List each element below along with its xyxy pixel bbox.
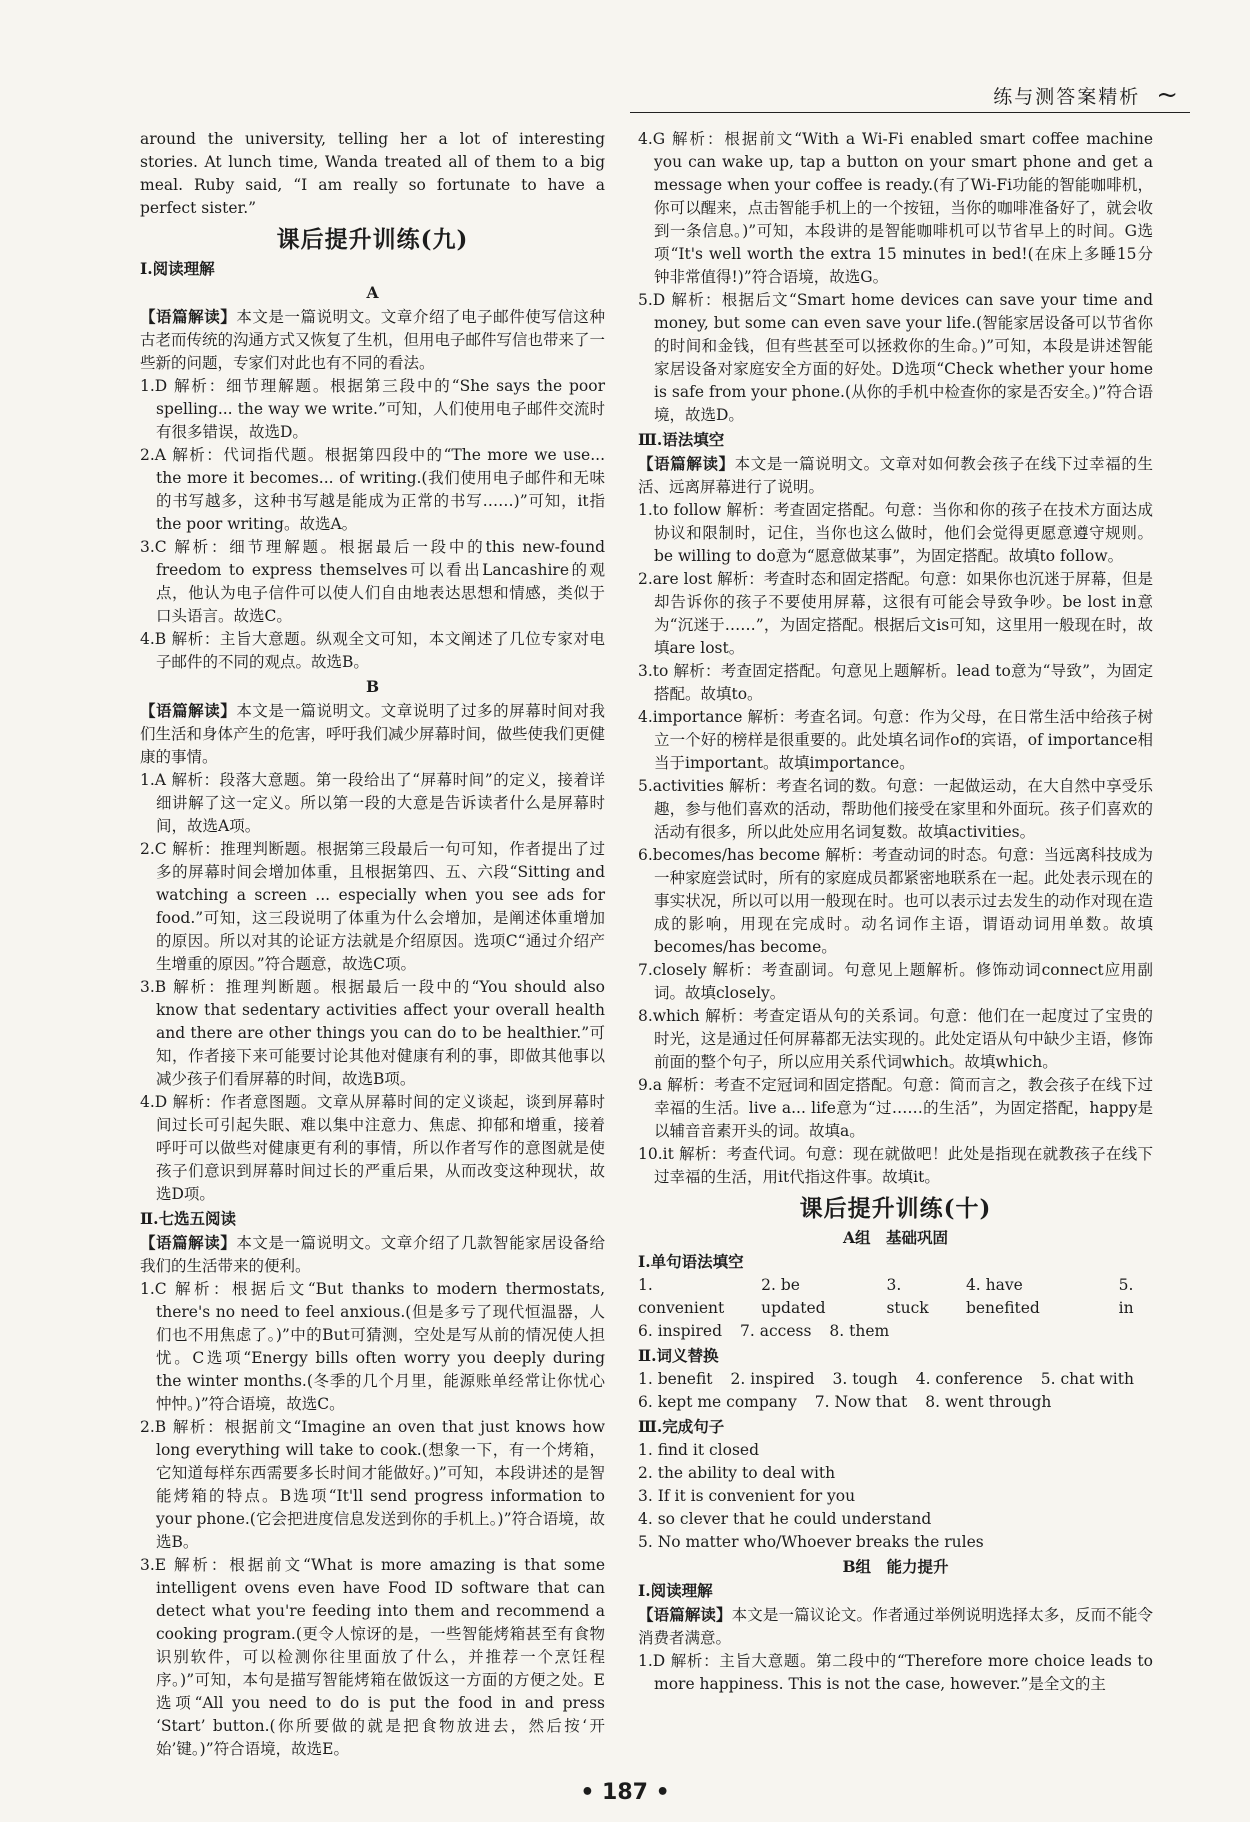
- answer-cell: 5. in: [1118, 1276, 1134, 1317]
- intro-label: 【语篇解读】: [140, 307, 237, 326]
- header-rule: [630, 112, 1190, 113]
- passage-intro: [140, 305, 605, 375]
- answer-cell: 8. went through: [925, 1393, 1052, 1411]
- passage-label: B: [365, 677, 380, 696]
- answer-line: 1. find it closed: [638, 1441, 760, 1459]
- answer-item: 1.D 解析：主旨大意题。第二段中的“Therefore more choice leads to more happiness. This is not the case, however.”是全文的主: [638, 1652, 1153, 1693]
- answer-cell: 1. convenient: [638, 1276, 725, 1317]
- intro-text: 本文是一篇说明文。文章对如何教会孩子在线下过幸福的生活、远离屏幕进行了说明。: [638, 455, 1153, 496]
- answer-item: 7.closely 解析：考查副词。句意见上题解析。修饰动词connect应用副词。故填closely。: [638, 961, 1153, 1002]
- passage-intro: [638, 452, 1153, 499]
- answer-item: 6.becomes/has become 解析：考查动词的时态。句意：当远离科技成为一种家庭尝试时，所有的家庭成员都紧密地联系在一起。此处表示现在的事实状况，所以可以用一般现在时。也可以表示过去发生的动作对现在造成的影响，用现在完成时。动名词作主语，谓语动词用单数。故填becomes/has become。: [638, 846, 1153, 956]
- brand-logo: ~: [1156, 80, 1178, 110]
- answer-cell: 3. stuck: [886, 1276, 929, 1317]
- answer-row: [638, 1368, 1153, 1391]
- part-heading: Ⅱ.七选五阅读: [140, 1209, 236, 1228]
- answer-item: 4.G 解析：根据前文“With a Wi-Fi enabled smart coffee machine you can wake up, tap a button on your smart phone and get a message when your coffee is ready.(有了Wi-Fi功能的智能咖啡机，你可以醒来，点击智能手机上的一个按钮，当你的咖啡准备好了，就会收到一条信息。)”可知，本段讲的是智能咖啡机可以节省早上的时间。G选项“It's well worth the extra 15 minutes in bed!(在床上多睡15分钟非常值得!)”符合语境，故选G。: [638, 130, 1153, 286]
- answer-item: 1.C 解析：根据后文“But thanks to modern thermostats, there's no need to feel anxious.(但是多亏了现代恒温器，人们也不用焦虑了。)”中的But可猜测，空处是写从前的情况使人担忧。C选项“Energy bills often worry you deeply during the winter months.(冬季的几个月里，能源账单经常让你忧心忡忡。)”符合语境，故选C。: [140, 1280, 605, 1413]
- page-number: • 187 •: [580, 1780, 670, 1805]
- page-header: [993, 80, 1178, 110]
- answer-line: 2. the ability to deal with: [638, 1464, 836, 1482]
- group-heading: B组 能力提升: [842, 1557, 949, 1576]
- answer-cell: 2. be updated: [761, 1276, 826, 1317]
- answer-cell: 4. have benefited: [965, 1276, 1040, 1317]
- passage-intro: [140, 699, 605, 769]
- answer-item: 4.D 解析：作者意图题。文章从屏幕时间的定义谈起，谈到屏幕时间过长可引起失眠、难以集中注意力、焦虑、抑郁和增重，接着呼吁可以做些对健康更有利的事情，所以作者写作的意图就是使孩子们意识到屏幕时间过长的严重后果，从而改变这种现状，故选D项。: [140, 1093, 605, 1203]
- intro-label: 【语篇解读】: [140, 1233, 237, 1252]
- answer-cell: 1. benefit: [638, 1370, 713, 1388]
- answer-cell: 8. them: [829, 1322, 890, 1340]
- intro-paragraph: around the university, telling her a lot of interesting stories. At lunch time, Wanda treated all of them to a big meal. Ruby said, “I am really so fortunate to have a perfect sister.”: [140, 130, 605, 217]
- answer-cell: 6. inspired: [638, 1322, 722, 1340]
- answer-line: 5. No matter who/Whoever breaks the rules: [638, 1533, 984, 1551]
- answer-item: 1.D 解析：细节理解题。根据第三段中的“She says the poor spelling... the way we write.”可知，人们使用电子邮件交流时有很多错误，故选D。: [140, 377, 605, 441]
- left-column: [140, 128, 605, 1761]
- answer-line: 3. If it is convenient for you: [638, 1487, 856, 1505]
- intro-text: 本文是一篇说明文。文章介绍了电子邮件使写信这种古老而传统的沟通方式又恢复了生机，但用电子邮件写信也带来了一些新的问题，专家们对此也有不同的看法。: [140, 308, 606, 372]
- answer-item: 10.it 解析：考查代词。句意：现在就做吧！此处是指现在就教孩子在线下过幸福的生活，用it代指这件事。故填it。: [638, 1145, 1153, 1186]
- answer-item: 4.B 解析：主旨大意题。纵观全文可知，本文阐述了几位专家对电子邮件的不同的观点。故选B。: [140, 630, 605, 671]
- answer-item: 2.are lost 解析：考查时态和固定搭配。句意：如果你也沉迷于屏幕，但是却告诉你的孩子不要使用屏幕，这很有可能会导致争吵。be lost in意为“沉迷于……”，为固定搭配。根据后文is可知，这里用一般现在时，故填are lost。: [638, 570, 1153, 657]
- section-title-10: 课后提升训练(十): [799, 1195, 992, 1222]
- part-heading: Ⅰ.单句语法填空: [638, 1252, 744, 1271]
- answer-row: [638, 1391, 1153, 1414]
- answer-cell: 7. Now that: [814, 1393, 908, 1411]
- part-heading: Ⅱ.词义替换: [638, 1346, 719, 1365]
- answer-item: 2.B 解析：根据前文“Imagine an oven that just knows how long everything will take to cook.(想象一下，有一个烤箱，它知道每样东西需要多长时间才能做好。)”可知，本段讲述的是智能烤箱的特点。B选项“It'll send progress information to your phone.(它会把进度信息发送到你的手机上。)”符合语境，故选B。: [140, 1418, 605, 1551]
- part-heading: Ⅰ.阅读理解: [638, 1581, 713, 1600]
- answer-item: 1.A 解析：段落大意题。第一段给出了“屏幕时间”的定义，接着详细讲解了这一定义。所以第一段的大意是告诉读者什么是屏幕时间，故选A项。: [140, 771, 605, 835]
- answer-item: 8.which 解析：考查定语从句的关系词。句意：他们在一起度过了宝贵的时光，这是通过任何屏幕都无法实现的。此处定语从句中缺少主语，修饰前面的整个句子，所以应用关系代词which。故填which。: [638, 1007, 1153, 1071]
- answer-item: 3.B 解析：推理判断题。根据最后一段中的“You should also know that sedentary activities affect your overall health and there are other things you can do to be healthier.”可知，作者接下来可能要讨论其他对健康有利的事，即做其他事以减少孩子们看屏幕的时间，故选B项。: [140, 978, 605, 1088]
- answer-cell: 2. inspired: [730, 1370, 815, 1388]
- answer-item: 3.E 解析：根据前文“What is more amazing is that some intelligent ovens even have Food ID software that can detect what you're feeding into them and recommend a cooking program.(更令人惊讶的是，一些智能烤箱甚至有食物识别软件，可以检测你往里面放了什么，并推荐一个烹饪程序。)”可知，本句是描写智能烤箱在做饭这一方面的方便之处。E选项“All you need to do is put the food in and press ‘Start’ button.(你所要做的就是把食物放进去，然后按‘开始’键。)”符合语境，故选E。: [140, 1556, 605, 1758]
- group-heading: A组 基础巩固: [842, 1228, 949, 1247]
- part-heading: Ⅲ.完成句子: [638, 1417, 725, 1436]
- answer-item: 2.C 解析：推理判断题。根据第三段最后一句可知，作者提出了过多的屏幕时间会增加体重，且根据第四、五、六段“Sitting and watching a screen ... especially when you see ads for food.”可知，这三段说明了体重为什么会增加，是阐述体重增加的原因。所以对其的论证方法就是介绍原因。选项C“通过介绍产生增重的原因。”符合题意，故选C项。: [140, 840, 605, 973]
- answer-item: 3.to 解析：考查固定搭配。句意见上题解析。lead to意为“导致”，为固定搭配。故填to。: [638, 662, 1153, 703]
- passage-label: A: [366, 283, 379, 302]
- intro-label: 【语篇解读】: [140, 701, 237, 720]
- intro-text: 本文是一篇说明文。文章介绍了几款智能家居设备给我们的生活带来的便利。: [140, 1234, 605, 1275]
- answer-cell: 3. tough: [832, 1370, 898, 1388]
- answer-item: 4.importance 解析：考查名词。句意：作为父母，在日常生活中给孩子树立一个好的榜样是很重要的。此处填名词作of的宾语，of importance相当于important。故填importance。: [638, 708, 1153, 772]
- section-title-9: 课后提升训练(九): [276, 226, 469, 253]
- header-title: 练与测答案精析: [993, 85, 1141, 108]
- passage-intro: [638, 1603, 1153, 1650]
- answer-cell: 7. access: [740, 1322, 812, 1340]
- intro-label: 【语篇解读】: [638, 454, 735, 473]
- right-column: [638, 128, 1153, 1696]
- answer-item: 5.activities 解析：考查名词的数。句意：一起做运动，在大自然中享受乐趣，参与他们喜欢的活动，帮助他们接受在家里和外面玩。孩子们喜欢的活动有很多，所以此处应用名词复数。故填activities。: [638, 777, 1153, 841]
- answer-row: [638, 1320, 1153, 1343]
- passage-intro: [140, 1231, 605, 1278]
- answer-item: 2.A 解析：代词指代题。根据第四段中的“The more we use... the more it becomes... of writing.(我们使用电子邮件和无味的书写越多，这种书写越是能成为正常的书写……)”可知，it指the poor writing。故选A。: [140, 446, 605, 533]
- answer-cell: 5. chat with: [1040, 1370, 1134, 1388]
- answer-item: 9.a 解析：考查不定冠词和固定搭配。句意：简而言之，教会孩子在线下过幸福的生活。live a... life意为“过……的生活”，为固定搭配，happy是以辅音音素开头的词。故填a。: [638, 1076, 1153, 1140]
- answer-row: [638, 1274, 1153, 1320]
- intro-text: 本文是一篇议论文。作者通过举例说明选择太多，反而不能令消费者满意。: [638, 1606, 1153, 1647]
- answer-item: 5.D 解析：根据后文“Smart home devices can save your time and money, but some can even save your life.(智能家居设备可以节省你的时间和金钱，但有些甚至可以拯救你的生命。)”可知，本段是讲述智能家居设备对家庭安全方面的好处。D选项“Check whether your home is safe from your phone.(从你的手机中检查你的家是否安全。)”符合语境，故选D。: [638, 291, 1153, 424]
- answer-cell: 6. kept me company: [638, 1393, 797, 1411]
- part-heading: Ⅲ.语法填空: [638, 430, 725, 449]
- intro-text: 本文是一篇说明文。文章说明了过多的屏幕时间对我们生活和身体产生的危害，呼吁我们减少屏幕时间，做些使我们更健康的事情。: [140, 702, 606, 766]
- answer-item: 1.to follow 解析：考查固定搭配。句意：当你和你的孩子在技术方面达成协议和限制时，记住，当你也这么做时，他们会觉得更愿意遵守规则。be willing to do意为“愿意做某事”，为固定搭配。故填to follow。: [638, 501, 1153, 565]
- answer-item: 3.C 解析：细节理解题。根据最后一段中的this new-found freedom to express themselves可以看出Lancashire的观点，他认为电子信件可以使人们自由地表达思想和情感，类似于口头语言。故选C。: [140, 538, 605, 625]
- answer-cell: 4. conference: [915, 1370, 1023, 1388]
- part-heading: Ⅰ.阅读理解: [140, 259, 215, 278]
- answer-line: 4. so clever that he could understand: [638, 1510, 932, 1528]
- intro-label: 【语篇解读】: [638, 1605, 732, 1624]
